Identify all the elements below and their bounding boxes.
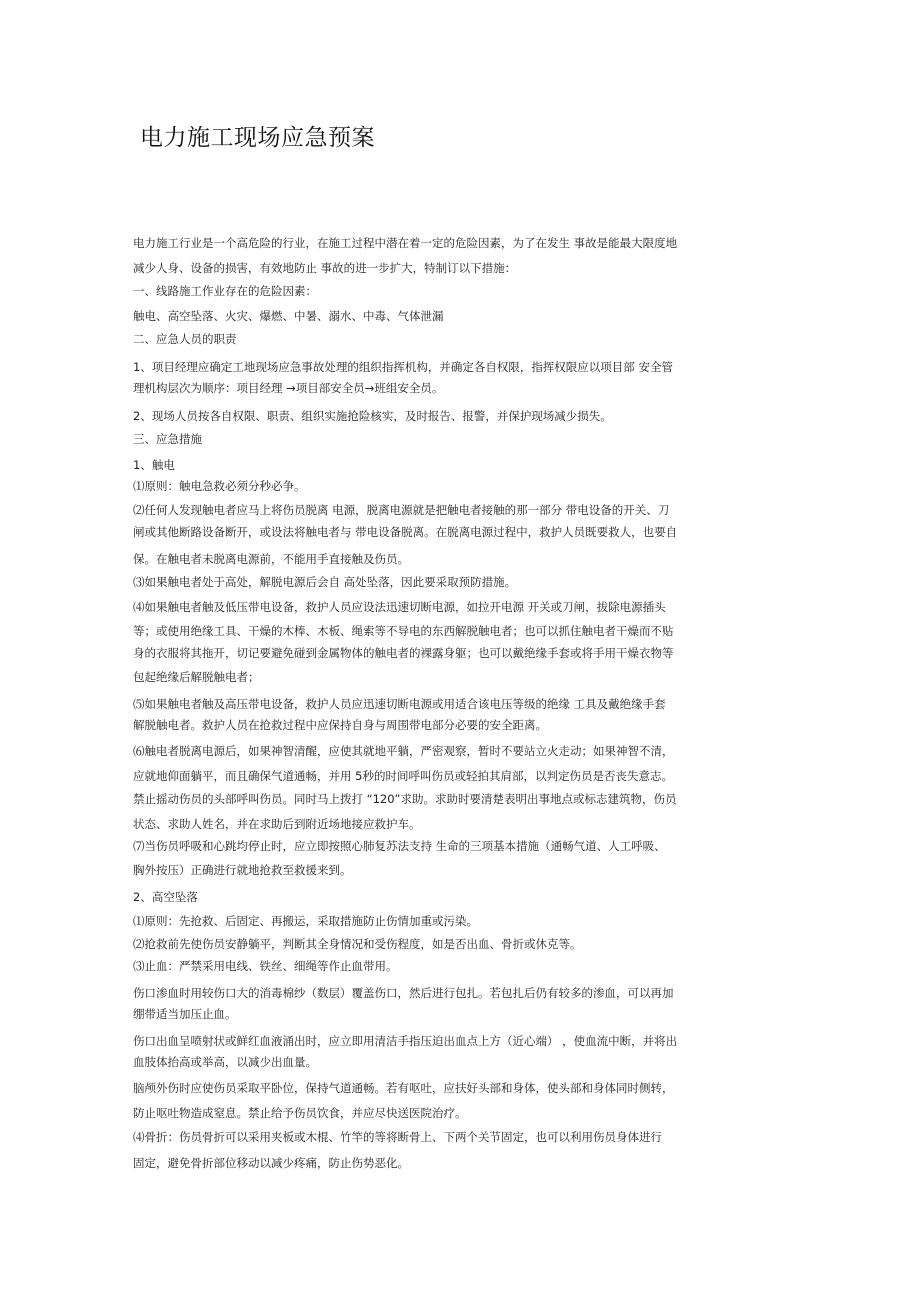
- section-heading: 三、应急措施: [133, 432, 202, 446]
- paragraph-line: 减少人身、设备的损害，有效地防止 事故的进一步扩大，特制订以下措施：: [133, 261, 517, 275]
- paragraph-line: 伤口出血呈喷射状或鲜红血液涌出时，应立即用清洁手指压迫出血点上方（近心端） ，使血流中断，并将出: [133, 1034, 678, 1048]
- paragraph-line: 身的衣服将其拖开，切记要避免碰到金属物体的触电者的裸露身躯；也可以戴绝缘手套或将手用干燥衣物等: [133, 646, 674, 660]
- paragraph-line: 触电、高空坠落、火灾、爆燃、中暑、溺水、中毒、气体泄漏: [133, 309, 444, 323]
- section-heading: 二、应急人员的职责: [133, 332, 237, 346]
- paragraph-line: 绷带适当加压止血。: [133, 1007, 237, 1021]
- paragraph-line: 胸外按压）正确进行就地抢救至救援来到。: [133, 863, 352, 877]
- paragraph-line: ⑹触电者脱离电源后，如果神智清醒，应使其就地平躺，严密观察，暂时不要站立火走动；如果神智不清，: [133, 744, 674, 758]
- paragraph-line: 血肢体抬高或举高，以减少出血量。: [133, 1055, 317, 1069]
- paragraph-line: ⑴原则：先抢救、后固定、再搬运，采取措施防止伤情加重或污染。: [133, 914, 478, 928]
- paragraph-line: ⑴原则：触电急救必须分秒必争。: [133, 479, 306, 493]
- paragraph-line: 解脱触电者。救护人员在抢救过程中应保持自身与周围带电部分必要的安全距离。: [133, 718, 547, 732]
- paragraph-line: ⑺当伤员呼吸和心跳均停止时，应立即按照心肺复苏法支持 生命的三项基本措施（通畅气道、人工呼吸、: [133, 839, 666, 853]
- paragraph-line: 禁止摇动伤员的头部呼叫伤员。同时马上拨打 “120”求助。求助时要清楚表明出事地点或标志建筑物，伤员: [133, 792, 677, 806]
- paragraph-line: 电力施工行业是一个高危险的行业，在施工过程中潜在着一定的危险因素，为了在发生 事故是能最大限度地: [133, 236, 678, 250]
- paragraph-line: ⑶如果触电者处于高处，解脱电源后会自 高处坠落，因此要采取预防措施。: [133, 575, 517, 589]
- paragraph-line: 脑颅外伤时应使伤员采取平卧位，保持气道通畅。若有呕吐，应扶好头部和身体，使头部和身体同时侧转，: [133, 1081, 674, 1095]
- paragraph-line: ⑵抢救前先使伤员安静躺平，判断其全身情况和受伤程度，如是否出血、骨折或休克等。: [133, 937, 582, 951]
- paragraph-line: 等；或使用绝缘工具、干燥的木棒、木板、绳索等不导电的东西解脱触电者；也可以抓住触电者干燥而不贴: [133, 624, 674, 638]
- paragraph-line: 保。在触电者未脱离电源前，不能用手直接触及伤员。: [133, 552, 409, 566]
- paragraph-line: 1、项目经理应确定工地现场应急事故处理的组织指挥机构，并确定各自权限，指挥权限应以项目部 安全管: [133, 360, 673, 374]
- section-heading: 一、线路施工作业存在的危险因素：: [133, 284, 317, 298]
- paragraph-line: 防止呕吐物造成窒息。禁止给予伤员饮食，并应尽快送医院治疗。: [133, 1106, 467, 1120]
- paragraph-line: 包起绝缘后解脱触电者；: [133, 670, 260, 684]
- paragraph-line: 闸或其他断路设备断开，或设法将触电者与 带电设备脱离。在脱离电源过程中，救护人员既要救人，也要自: [133, 525, 678, 539]
- subsection-heading: 1、触电: [133, 458, 175, 472]
- paragraph-line: 2、现场人员按各自权限、职责、组织实施抢险核实，及时报告、报警，并保护现场减少损失。: [133, 409, 612, 423]
- paragraph-line: ⑵任何人发现触电者应马上将伤员脱离 电源，脱离电源就是把触电者接触的那一部分 带电设备的开关、刀: [133, 503, 670, 517]
- paragraph-line: 固定，避免骨折部位移动以减少疼痛，防止伤势恶化。: [133, 1156, 409, 1170]
- paragraph-line: ⑸如果触电者触及高压带电设备，救护人员应迅速切断电源或用适合该电压等级的绝缘 工具及戴绝缘手套: [133, 697, 666, 711]
- paragraph-line: 伤口渗血时用较伤口大的消毒棉纱（数层）覆盖伤口，然后进行包扎。若包扎后仍有较多的渗血，可以再加: [133, 986, 674, 1000]
- paragraph-line: 应就地仰面躺平，而且确保气道通畅，并用 5秒的时间呼叫伤员或轻拍其肩部，以判定伤员是否丧失意志。: [133, 769, 673, 783]
- paragraph-line: 状态、求助人姓名，并在求助后到附近场地接应救护车。: [133, 817, 421, 831]
- subsection-heading: 2、高空坠落: [133, 890, 198, 904]
- document-title: 电力施工现场应急预案: [140, 125, 375, 151]
- paragraph-line: ⑷如果触电者触及低压带电设备，救护人员应设法迅速切断电源，如拉开电源 开关或刀闸，拔除电源插头: [133, 600, 666, 614]
- paragraph-line: 理机构层次为顺序：项目经理 →项目部安全员→班组安全员。: [133, 381, 444, 395]
- paragraph-line: ⑷骨折：伤员骨折可以采用夹板或木棍、竹竿的等将断骨上、下两个关节固定，也可以利用伤员身体进行: [133, 1130, 662, 1144]
- paragraph-line: ⑶止血：严禁采用电线、铁丝、细绳等作止血带用。: [133, 959, 398, 973]
